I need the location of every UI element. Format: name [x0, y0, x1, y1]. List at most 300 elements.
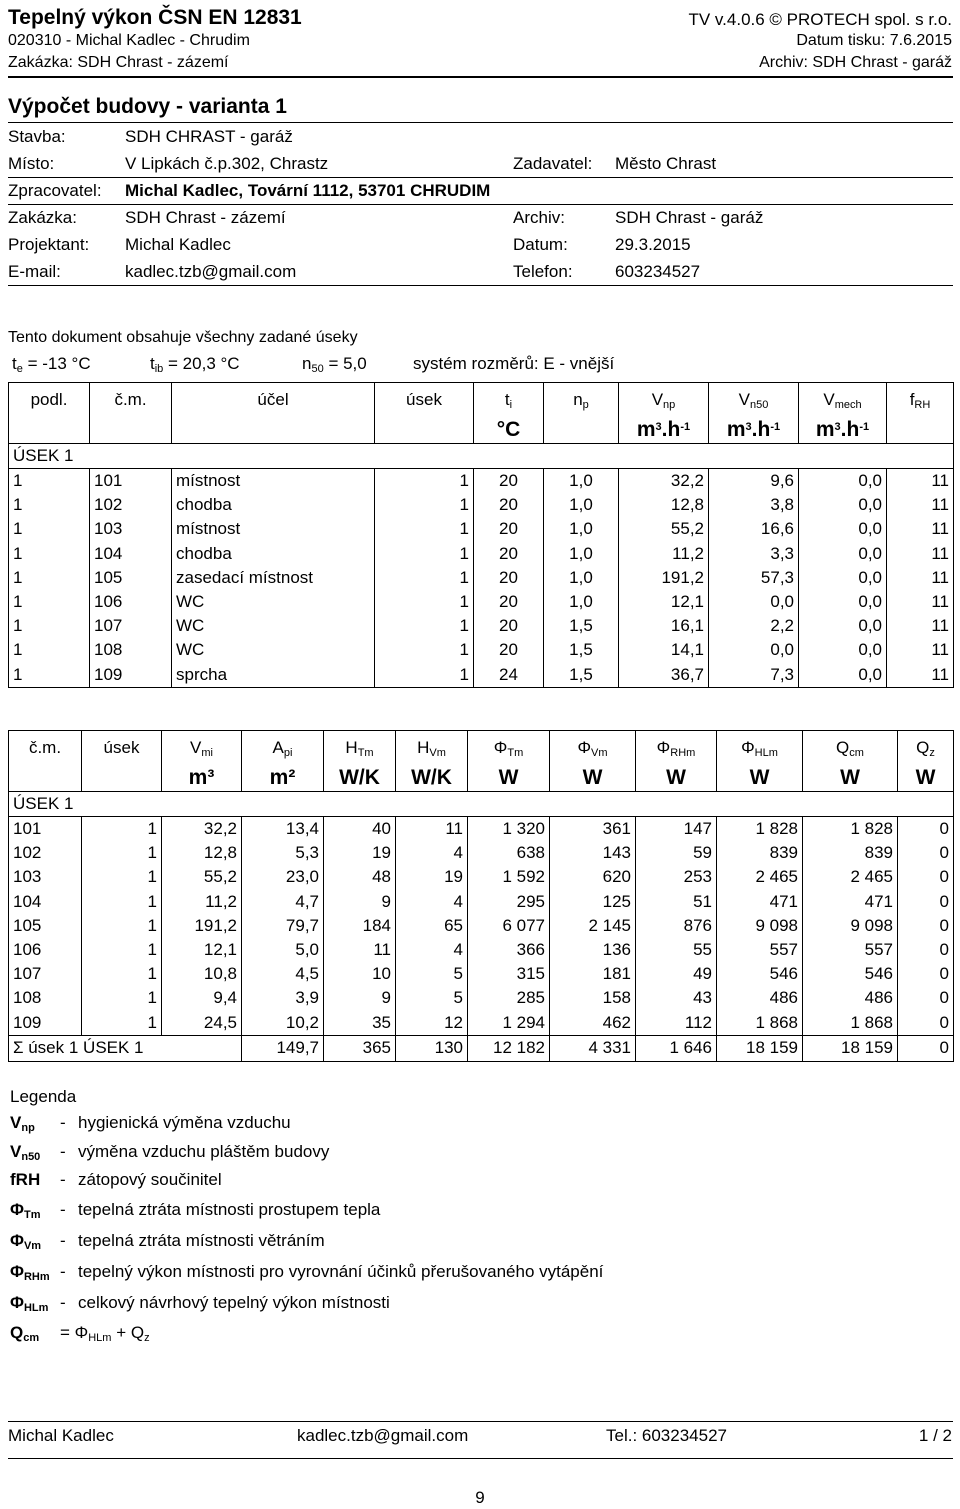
table-cell: 20 [474, 469, 544, 494]
table-cell: 4,7 [242, 890, 324, 914]
datum-value: 29.3.2015 [615, 235, 691, 254]
table-cell: 2 465 [717, 865, 803, 889]
unit-vmech: $m^3.h^{-1}$ [799, 417, 887, 444]
table-cell: 1,0 [544, 590, 619, 614]
table-cell: 12,8 [162, 841, 242, 865]
table-cell: 1 [82, 890, 162, 914]
email-label: E-mail: [8, 262, 61, 281]
th-ucel: účel [172, 383, 375, 418]
sum-label: Σ úsek 1 ÚSEK 1 [9, 1035, 242, 1061]
zakazka-value: SDH Chrast - zázemí [125, 208, 286, 227]
table-cell: 1 [9, 663, 90, 688]
projektant-value: Michal Kadlec [125, 235, 231, 254]
table-cell: 0,0 [799, 663, 887, 688]
legend-text: zátopový součinitel [78, 1170, 222, 1189]
th-frh: $f_{RH}$ [887, 383, 954, 418]
footer-email: kadlec.tzb@gmail.com [297, 1426, 469, 1445]
table-cell: 102 [9, 841, 82, 865]
table-cell: 57,3 [709, 566, 799, 590]
table-cell: 620 [550, 865, 636, 889]
info-divider-2 [8, 204, 953, 205]
table-cell: 6 077 [468, 914, 550, 938]
table-cell: 184 [324, 914, 396, 938]
zpracovatel-label: Zpracovatel: [8, 181, 102, 200]
table-cell: 0,0 [799, 517, 887, 541]
table-cell: 1 [82, 962, 162, 986]
table-cell: 2 465 [803, 865, 898, 889]
table-cell: 125 [550, 890, 636, 914]
legend-symbol: $V_{n50}$ [10, 1142, 41, 1163]
table-cell: 315 [468, 962, 550, 986]
table-row [9, 590, 954, 614]
table-cell: 5,0 [242, 938, 324, 962]
section-label: ÚSEK 1 [9, 444, 954, 469]
archiv-value: SDH Chrast - garáž [615, 208, 764, 227]
table-cell: zasedací místnost [172, 566, 375, 590]
zadavatel-label: Zadavatel: [513, 154, 593, 173]
th2-cm: č.m. [9, 731, 82, 766]
param-n50: $n_{50} = 5,0$ [302, 354, 367, 375]
footer-divider-bottom [8, 1458, 953, 1459]
sum-cell: 1 646 [636, 1035, 717, 1061]
footer-name: Michal Kadlec [8, 1426, 114, 1445]
table-cell: 12 [396, 1011, 468, 1036]
table-cell: 1,0 [544, 469, 619, 494]
table-cell: 1 [9, 493, 90, 517]
table-cell: chodba [172, 493, 375, 517]
table-row [9, 542, 954, 566]
rooms-table [8, 382, 954, 688]
table-cell: 0,0 [709, 590, 799, 614]
report-title: Tepelný výkon ČSN EN 12831 [8, 6, 302, 29]
table-cell: 9,4 [162, 986, 242, 1010]
table-cell: 104 [9, 890, 82, 914]
th2-htm: $H_{Tm}$ [324, 731, 396, 766]
legend-qcm: $Q_{cm} = \Phi_{HLm} + Q_z$ [10, 1323, 150, 1344]
table-cell: 55 [636, 938, 717, 962]
legend-item: $\Phi_{RHm}$ - tepelný výkon místnosti pro vyrovnání účinků přerušovaného vytápění [10, 1262, 604, 1283]
table-cell: 32,2 [162, 817, 242, 842]
unit-cell: m³ [162, 765, 242, 792]
sum-cell: 130 [396, 1035, 468, 1061]
table-cell: 839 [717, 841, 803, 865]
table-cell: 158 [550, 986, 636, 1010]
th2-phirhm: $\Phi_{RHm}$ [636, 731, 717, 766]
table-cell: 1 [9, 590, 90, 614]
unit-cell: W/K [396, 765, 468, 792]
table-cell: 1 [9, 614, 90, 638]
table-cell: 1 [375, 566, 474, 590]
table-cell: 19 [324, 841, 396, 865]
table-cell: 1 [82, 986, 162, 1010]
table-cell: 3,9 [242, 986, 324, 1010]
table-cell: 1 [375, 663, 474, 688]
legend-text: hygienická výměna vzduchu [78, 1113, 291, 1132]
table-row [9, 638, 954, 662]
unit-cell: W/K [324, 765, 396, 792]
unit-cell: W [468, 765, 550, 792]
table-cell: 0 [898, 890, 954, 914]
table-cell: 462 [550, 1011, 636, 1036]
table-cell: 361 [550, 817, 636, 842]
table-cell: 839 [803, 841, 898, 865]
table-row [9, 1011, 954, 1036]
th2-vmi: $V_{mi}$ [162, 731, 242, 766]
header-divider [8, 76, 953, 78]
table-cell: 557 [717, 938, 803, 962]
th-ti: $t_i$ [474, 383, 544, 418]
th2-qz: $Q_z$ [898, 731, 954, 766]
table-cell: 11,2 [619, 542, 709, 566]
table-cell: 4,5 [242, 962, 324, 986]
table-row [9, 566, 954, 590]
table-cell: 106 [9, 938, 82, 962]
table-cell: 486 [717, 986, 803, 1010]
table-row [9, 469, 954, 494]
th-vn50: $V_{n50}$ [709, 383, 799, 418]
table-cell: 20 [474, 517, 544, 541]
table-cell: 486 [803, 986, 898, 1010]
unit-cell: W [898, 765, 954, 792]
table-row [9, 865, 954, 889]
zadavatel-value: Město Chrast [615, 154, 717, 173]
legend-symbol: $\Phi_{Vm}$ [10, 1231, 42, 1252]
table-cell: 546 [803, 962, 898, 986]
table-cell: 7,3 [709, 663, 799, 688]
legend-symbol: $\Phi_{RHm}$ [10, 1262, 50, 1283]
table-cell: 105 [90, 566, 172, 590]
table-cell: 1 [82, 817, 162, 842]
table-cell: 1,5 [544, 663, 619, 688]
unit-cell [82, 765, 162, 792]
table-row [9, 517, 954, 541]
table-cell: 295 [468, 890, 550, 914]
table-cell: 11 [887, 663, 954, 688]
datum-label: Datum: [513, 235, 568, 254]
sum-cell: 149,7 [242, 1035, 324, 1061]
table-cell: 147 [636, 817, 717, 842]
th-usek: úsek [375, 383, 474, 418]
table-cell: 1 [9, 566, 90, 590]
table-cell: 0 [898, 986, 954, 1010]
table-cell: 1 320 [468, 817, 550, 842]
param-te: $t_e = -13$ °C [12, 354, 91, 375]
table-cell: 101 [9, 817, 82, 842]
th-vnp: $V_{np}$ [619, 383, 709, 418]
table-cell: 11 [887, 493, 954, 517]
legend-text: tepelný výkon místnosti pro vyrovnání účinků přerušovaného vytápění [78, 1262, 604, 1281]
table-cell: WC [172, 590, 375, 614]
table-cell: 557 [803, 938, 898, 962]
stavba-value: SDH CHRAST - garáž [125, 127, 293, 146]
param-tib: $t_{ib} = 20,3$ °C [150, 354, 240, 375]
table-row [9, 663, 954, 688]
table-cell: 13,4 [242, 817, 324, 842]
table-cell: 108 [9, 986, 82, 1010]
legend-item: $\Phi_{Tm}$ - tepelná ztráta místnosti prostupem tepla [10, 1200, 381, 1221]
table-cell: 2 145 [550, 914, 636, 938]
unit-ti: °C [474, 417, 544, 444]
table-cell: 20 [474, 542, 544, 566]
table-cell: 107 [90, 614, 172, 638]
table-cell: 11 [887, 638, 954, 662]
table-cell: 11 [324, 938, 396, 962]
legend-item: $V_{n50}$ - výměna vzduchu pláštěm budovy [10, 1142, 330, 1163]
table-cell: místnost [172, 517, 375, 541]
table-cell: 9 098 [717, 914, 803, 938]
table-cell: 1 868 [803, 1011, 898, 1036]
th2-qcm: $Q_{cm}$ [803, 731, 898, 766]
legend-symbol: $\Phi_{HLm}$ [10, 1293, 49, 1314]
table-cell: 0 [898, 817, 954, 842]
software-version: TV v.4.0.6 © PROTECH spol. s r.o. [688, 10, 952, 29]
table-cell: 9,6 [709, 469, 799, 494]
legend-symbol: $\Phi_{Tm}$ [10, 1200, 41, 1221]
table-cell: 1 [375, 590, 474, 614]
table-row [9, 986, 954, 1010]
table-cell: chodba [172, 542, 375, 566]
table-cell: 65 [396, 914, 468, 938]
table-cell: 1,0 [544, 493, 619, 517]
table-cell: 1 [375, 638, 474, 662]
table-cell: 11 [887, 614, 954, 638]
table-cell: 1 828 [717, 817, 803, 842]
table-cell: 0,0 [799, 638, 887, 662]
table-cell: 546 [717, 962, 803, 986]
table-cell: 112 [636, 1011, 717, 1036]
misto-value: V Lipkách č.p.302, Chrastz [125, 154, 329, 173]
table-cell: 2,2 [709, 614, 799, 638]
table-cell: 9 [324, 986, 396, 1010]
telefon-value: 603234527 [615, 262, 701, 281]
table-cell: 35 [324, 1011, 396, 1036]
table-cell: 1 [9, 542, 90, 566]
table-cell: 1 592 [468, 865, 550, 889]
table-cell: 11 [887, 542, 954, 566]
sum-row [9, 1035, 954, 1061]
table-cell: 0,0 [799, 469, 887, 494]
section-title: Výpočet budovy - varianta 1 [8, 95, 287, 118]
table-cell: 55,2 [619, 517, 709, 541]
table-cell: 1 [82, 841, 162, 865]
table-cell: 136 [550, 938, 636, 962]
table-cell: 10,8 [162, 962, 242, 986]
unit-vnp: $m^3.h^{-1}$ [619, 417, 709, 444]
table-cell: 1 [82, 938, 162, 962]
table-cell: 12,1 [162, 938, 242, 962]
table-cell: WC [172, 638, 375, 662]
sum-cell: 18 159 [717, 1035, 803, 1061]
section-label-2: ÚSEK 1 [9, 792, 954, 817]
table-cell: 1 [375, 517, 474, 541]
table-cell: 48 [324, 865, 396, 889]
table-cell: 3,3 [709, 542, 799, 566]
table-cell: 471 [717, 890, 803, 914]
zpracovatel-value: Michal Kadlec, Tovární 1112, 53701 CHRUDIM [125, 181, 491, 200]
table-cell: 36,7 [619, 663, 709, 688]
table-cell: 0,0 [799, 614, 887, 638]
table-cell: místnost [172, 469, 375, 494]
legend-symbol: $V_{np}$ [10, 1113, 35, 1134]
table-cell: 0 [898, 938, 954, 962]
unit-cell [9, 765, 82, 792]
sum-cell: 4 331 [550, 1035, 636, 1061]
page-number: 9 [475, 1488, 485, 1507]
table-cell: 105 [9, 914, 82, 938]
legend-text: výměna vzduchu pláštěm budovy [78, 1142, 330, 1161]
sum-cell: 12 182 [468, 1035, 550, 1061]
unit-cell: W [636, 765, 717, 792]
unit-vn50: $m^3.h^{-1}$ [709, 417, 799, 444]
table-cell: 55,2 [162, 865, 242, 889]
table-cell: 143 [550, 841, 636, 865]
table-cell: 32,2 [619, 469, 709, 494]
table-cell: 1 868 [717, 1011, 803, 1036]
table-cell: 1 [375, 614, 474, 638]
table-row [9, 614, 954, 638]
th2-phivm: $\Phi_{Vm}$ [550, 731, 636, 766]
table-cell: 107 [9, 962, 82, 986]
info-divider-1 [8, 177, 953, 178]
table-cell: 24 [474, 663, 544, 688]
table-cell: 11 [887, 517, 954, 541]
table-row [9, 817, 954, 842]
table-cell: 9 098 [803, 914, 898, 938]
info-divider-3 [8, 285, 953, 286]
table-cell: 1 [82, 1011, 162, 1036]
table-cell: 1,5 [544, 614, 619, 638]
table-cell: 10,2 [242, 1011, 324, 1036]
table-cell: 59 [636, 841, 717, 865]
table-row [9, 914, 954, 938]
th-cm: č.m. [90, 383, 172, 418]
table-cell: 0 [898, 1011, 954, 1036]
table-cell: 1 [82, 865, 162, 889]
table-cell: 191,2 [162, 914, 242, 938]
table-cell: 14,1 [619, 638, 709, 662]
table-cell: 5,3 [242, 841, 324, 865]
table-row [9, 938, 954, 962]
legend-text: celkový návrhový tepelný výkon místnosti [78, 1293, 390, 1312]
th-np: $n_p$ [544, 383, 619, 418]
table-cell: sprcha [172, 663, 375, 688]
email-value: kadlec.tzb@gmail.com [125, 262, 297, 281]
unit-cell: W [803, 765, 898, 792]
table-cell: 9 [324, 890, 396, 914]
table-cell: 108 [90, 638, 172, 662]
table-cell: 24,5 [162, 1011, 242, 1036]
table-cell: 0,0 [799, 590, 887, 614]
footer-divider-top [8, 1421, 953, 1422]
table-cell: 12,8 [619, 493, 709, 517]
table-cell: 4 [396, 841, 468, 865]
print-date: Datum tisku: 7.6.2015 [796, 32, 952, 49]
table-cell: 1 [375, 542, 474, 566]
table-cell: 0 [898, 914, 954, 938]
table-cell: 11 [887, 469, 954, 494]
legend-item: fRH - zátopový součinitel [10, 1170, 222, 1189]
table-cell: 12,1 [619, 590, 709, 614]
table-cell: 366 [468, 938, 550, 962]
table-cell: 1 828 [803, 817, 898, 842]
misto-label: Místo: [8, 154, 55, 173]
table-cell: 11 [887, 590, 954, 614]
legend-symbol: fRH [10, 1170, 41, 1189]
table-cell: 0,0 [709, 638, 799, 662]
sum-cell: 365 [324, 1035, 396, 1061]
table-cell: 1 [9, 469, 90, 494]
table-cell: 285 [468, 986, 550, 1010]
table-cell: 11 [396, 817, 468, 842]
sum-cell: 18 159 [803, 1035, 898, 1061]
heat-loss-table [8, 730, 954, 1062]
stavba-label: Stavba: [8, 127, 66, 146]
table-cell: 102 [90, 493, 172, 517]
table-cell: 0 [898, 962, 954, 986]
table-cell: 4 [396, 938, 468, 962]
legend-item: $\Phi_{Vm}$ - tepelná ztráta místnosti větráním [10, 1231, 325, 1252]
unit-cell: W [717, 765, 803, 792]
table-cell: 19 [396, 865, 468, 889]
th2-phihlm: $\Phi_{HLm}$ [717, 731, 803, 766]
table-cell: 5 [396, 962, 468, 986]
table-cell: WC [172, 614, 375, 638]
table-row [9, 493, 954, 517]
footer-page: 1 / 2 [918, 1426, 952, 1445]
unit-cell: W [550, 765, 636, 792]
table-cell: 1 [375, 469, 474, 494]
th2-usek: úsek [82, 731, 162, 766]
document-note: Tento dokument obsahuje všechny zadané úseky [8, 329, 358, 346]
archiv-label: Archiv: [513, 208, 565, 227]
table-cell: 876 [636, 914, 717, 938]
table-row [9, 890, 954, 914]
table-cell: 1 [375, 493, 474, 517]
table-cell: 1 [9, 517, 90, 541]
projektant-label: Projektant: [8, 235, 90, 254]
zakazka-label: Zakázka: [8, 208, 77, 227]
table-cell: 1 294 [468, 1011, 550, 1036]
table-cell: 0,0 [799, 542, 887, 566]
table-cell: 79,7 [242, 914, 324, 938]
table-cell: 20 [474, 493, 544, 517]
table-cell: 49 [636, 962, 717, 986]
th2-hvm: $H_{Vm}$ [396, 731, 468, 766]
sum-cell: 0 [898, 1035, 954, 1061]
legend-text: tepelná ztráta místnosti větráním [78, 1231, 325, 1250]
table-cell: 1,0 [544, 566, 619, 590]
table-cell: 103 [90, 517, 172, 541]
table-cell: 0 [898, 841, 954, 865]
table-cell: 1 [9, 638, 90, 662]
telefon-label: Telefon: [513, 262, 573, 281]
legend-title: Legenda [10, 1087, 77, 1106]
th-podl: podl. [9, 383, 90, 418]
table-cell: 11,2 [162, 890, 242, 914]
footer-tel: Tel.: 603234527 [606, 1426, 727, 1445]
table-cell: 0,0 [799, 566, 887, 590]
table-cell: 0,0 [799, 493, 887, 517]
table-cell: 181 [550, 962, 636, 986]
legend-text: tepelná ztráta místnosti prostupem tepla [78, 1200, 381, 1219]
th2-phitm: $\Phi_{Tm}$ [468, 731, 550, 766]
table-cell: 40 [324, 817, 396, 842]
table-cell: 471 [803, 890, 898, 914]
th2-api: $A_{pi}$ [242, 731, 324, 766]
table-cell: 1,5 [544, 638, 619, 662]
table-cell: 51 [636, 890, 717, 914]
legend-item: $V_{np}$ - hygienická výměna vzduchu [10, 1113, 291, 1134]
